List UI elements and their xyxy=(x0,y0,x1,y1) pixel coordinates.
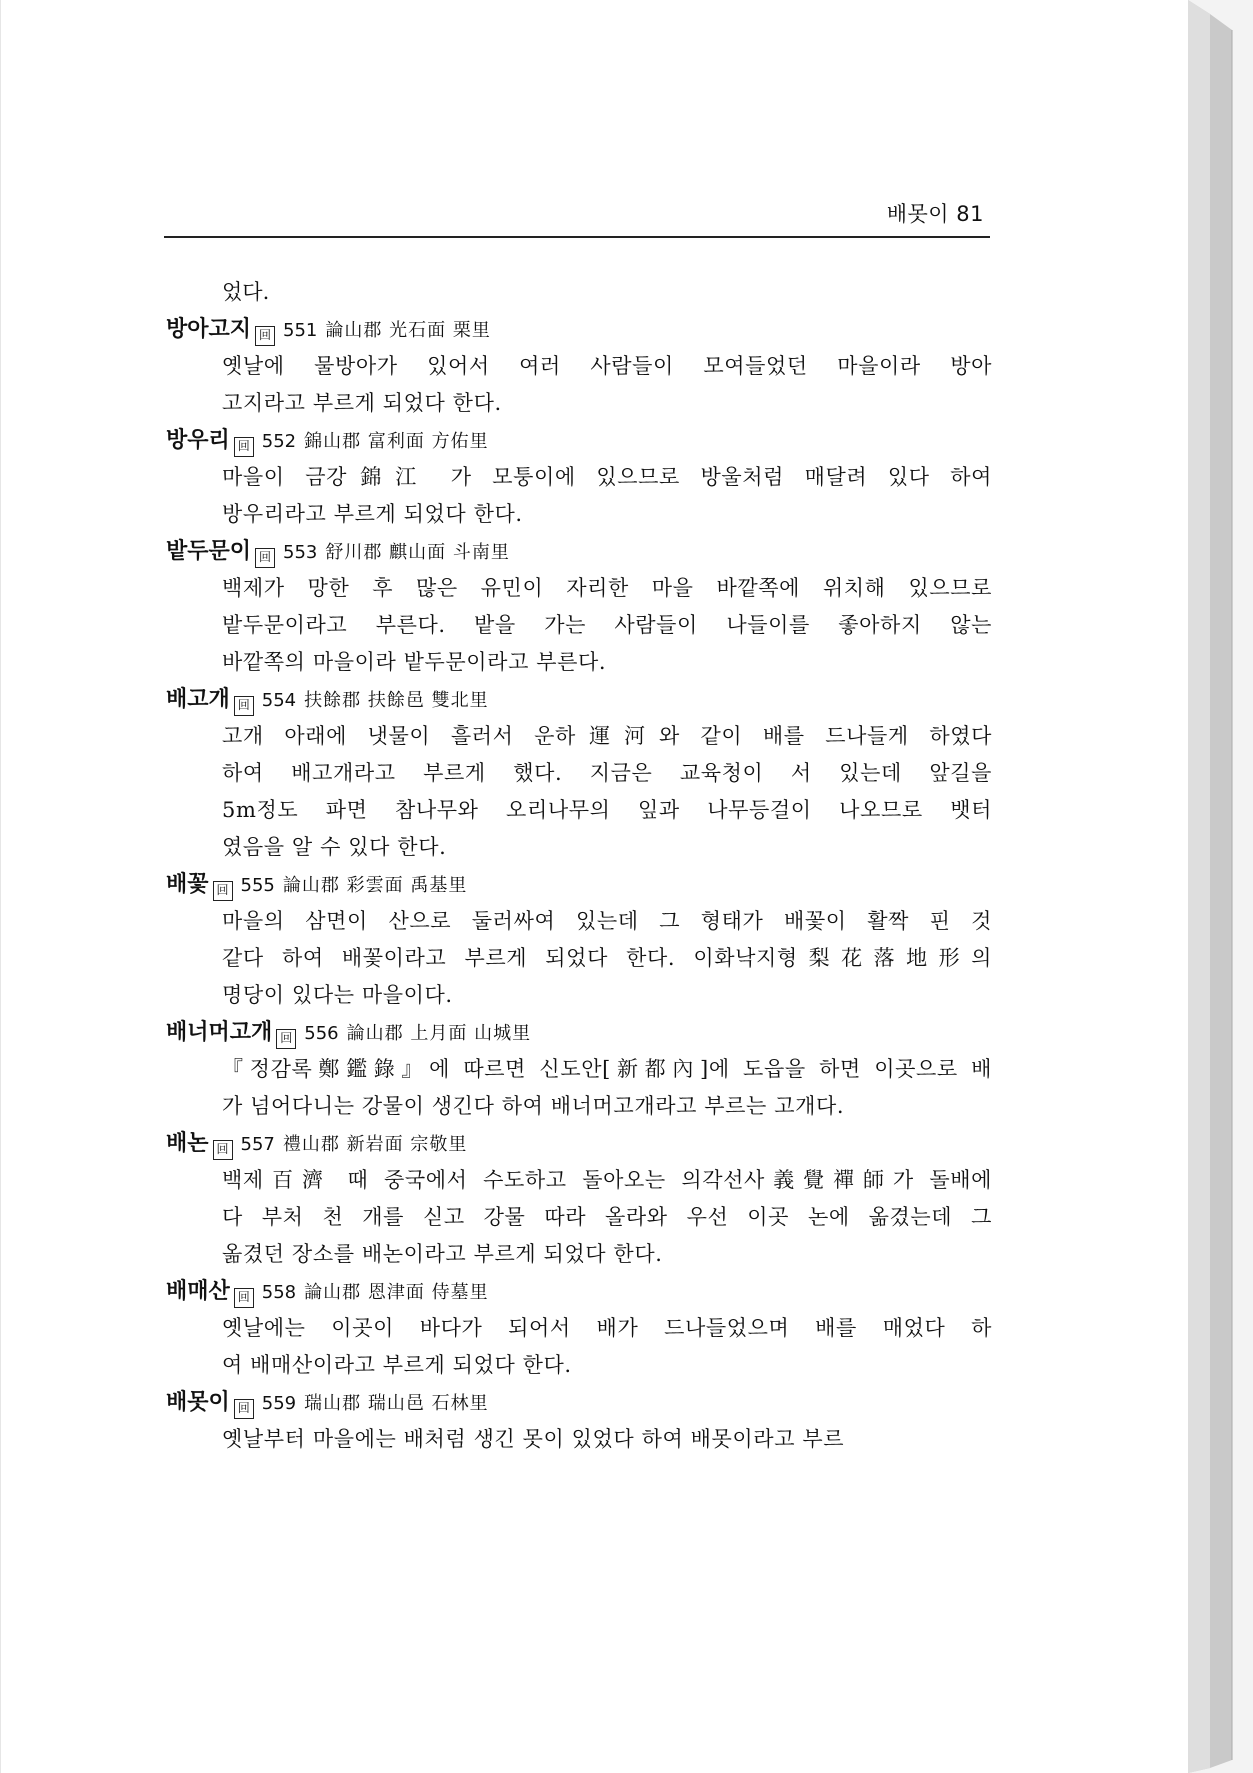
dictionary-content xyxy=(166,274,992,1458)
entry-body-line: 바깥쪽의 마을이라 밭두문이라고 부른다. xyxy=(222,650,607,674)
entry-heading xyxy=(166,866,992,903)
entry-number: 554 xyxy=(261,690,297,711)
category-mark-icon: 回 xyxy=(276,1029,296,1049)
entry-body-line: 옛날에 물방아가 있어서 여러 사람들이 모여들었던 마을이라 방아 xyxy=(222,354,992,378)
entry-number: 559 xyxy=(261,1393,297,1414)
category-mark-icon: 回 xyxy=(234,1399,254,1419)
entry-body-line: 밭두문이라고 부른다. 밭을 가는 사람들이 나들이를 좋아하지 않는 xyxy=(222,613,992,637)
entry-term: 배너머고개 xyxy=(166,1020,273,1045)
entry-number: 555 xyxy=(240,875,275,896)
entry-term: 배못이 xyxy=(166,1390,230,1415)
entry-body-line: 고지라고 부르게 되었다 한다. xyxy=(222,391,502,415)
entry-body-line: 같다 하여 배꽃이라고 부르게 되었다 한다. 이화낙지형梨花落地形의 xyxy=(222,946,992,970)
entry-body-line: 마을이 금강錦江 가 모퉁이에 있으므로 방울처럼 매달려 있다 하여 xyxy=(222,465,992,489)
entry-body-line: 여 배매산이라고 부르게 되었다 한다. xyxy=(222,1353,572,1377)
entry-heading xyxy=(166,311,992,348)
page-edge-shadow xyxy=(1188,0,1248,1773)
category-mark-icon: 回 xyxy=(234,696,254,716)
entry-body-line: 가 넘어다니는 강물이 생긴다 하여 배너머고개라고 부르는 고개다. xyxy=(222,1094,845,1118)
entry-address: 論山郡 光石面 栗里 xyxy=(325,320,491,341)
entry-body-line: 고개 아래에 냇물이 흘러서 운하運河와 같이 배를 드나들게 하였다 xyxy=(222,724,992,748)
category-mark-icon: 回 xyxy=(255,548,275,568)
entry-body-line: 마을의 삼면이 산으로 둘러싸여 있는데 그 형태가 배꽃이 활짝 핀 것 xyxy=(222,909,992,933)
entry-address: 論山郡 恩津面 侍墓里 xyxy=(304,1282,489,1303)
running-header xyxy=(164,196,990,238)
entry-term: 배꽃 xyxy=(166,872,209,897)
entry-term: 밭두문이 xyxy=(166,539,252,564)
entry-heading xyxy=(166,1014,992,1051)
entry-term: 배고개 xyxy=(166,687,230,712)
category-mark-icon: 回 xyxy=(255,326,275,346)
entry-body-line: 백제가 망한 후 많은 유민이 자리한 마을 바깥쪽에 위치해 있으므로 xyxy=(222,576,992,600)
entry-body-line: 옮겼던 장소를 배논이라고 부르게 되었다 한다. xyxy=(222,1242,663,1266)
entry-heading xyxy=(166,1384,992,1421)
entry-body-line: 『정감록鄭鑑錄』에 따르면 신도안[新都內]에 도읍을 하면 이곳으로 배 xyxy=(222,1057,992,1081)
entry-address: 錦山郡 富利面 方佑里 xyxy=(304,431,489,452)
entry-address: 論山郡 彩雲面 禹基里 xyxy=(282,875,468,896)
entry-heading xyxy=(166,533,992,570)
entry-number: 556 xyxy=(304,1023,339,1044)
entry-body-line: 다 부처 천 개를 싣고 강물 따라 올라와 우선 이곳 논에 옮겼는데 그 xyxy=(222,1205,992,1229)
category-mark-icon: 回 xyxy=(234,1288,254,1308)
entry-number: 557 xyxy=(240,1134,275,1155)
entry-term: 방아고지 xyxy=(166,317,252,342)
entry-body-line: 백제百濟 때 중국에서 수도하고 돌아오는 의각선사義覺禪師가 돌배에 xyxy=(222,1168,992,1192)
category-mark-icon: 回 xyxy=(234,437,254,457)
entry-address: 論山郡 上月面 山城里 xyxy=(346,1023,532,1044)
entry-body-line: 방우리라고 부르게 되었다 한다. xyxy=(222,502,523,526)
entry-term: 방우리 xyxy=(166,428,230,453)
category-mark-icon: 回 xyxy=(213,881,233,901)
entry-list xyxy=(166,311,992,1458)
entry-body-line: 였음을 알 수 있다 한다. xyxy=(222,835,447,859)
entry-term: 배매산 xyxy=(166,1279,230,1304)
entry-number: 558 xyxy=(261,1282,297,1303)
entry-heading xyxy=(166,681,992,718)
entry-address: 禮山郡 新岩面 宗敬里 xyxy=(282,1134,468,1155)
entry-heading xyxy=(166,1125,992,1162)
entry-number: 553 xyxy=(283,542,318,563)
entry-body-line: 하여 배고개라고 부르게 했다. 지금은 교육청이 서 있는데 앞길을 xyxy=(222,761,992,785)
entry-number: 551 xyxy=(283,320,318,341)
entry-heading xyxy=(166,1273,992,1310)
entry-body-line: 옛날부터 마을에는 배처럼 생긴 못이 있었다 하여 배못이라고 부르 xyxy=(222,1427,845,1451)
category-mark-icon: 回 xyxy=(213,1140,233,1160)
continued-text: 었다. xyxy=(222,280,270,304)
entry-heading xyxy=(166,422,992,459)
entry-body-line: 옛날에는 이곳이 바다가 되어서 배가 드나들었으며 배를 매었다 하 xyxy=(222,1316,992,1340)
entry-term: 배논 xyxy=(166,1131,209,1156)
entry-body-line: 명당이 있다는 마을이다. xyxy=(222,983,453,1007)
entry-address: 瑞山郡 瑞山邑 石林里 xyxy=(304,1393,489,1414)
header-title: 배못이 81 xyxy=(886,202,984,226)
entry-body-line: 5m정도 파면 참나무와 오리나무의 잎과 나무등걸이 나오므로 뱃터 xyxy=(222,798,992,822)
entry-address: 舒川郡 麒山面 斗南里 xyxy=(325,542,510,563)
entry-address: 扶餘郡 扶餘邑 雙北里 xyxy=(304,690,489,711)
entry-number: 552 xyxy=(261,431,297,452)
